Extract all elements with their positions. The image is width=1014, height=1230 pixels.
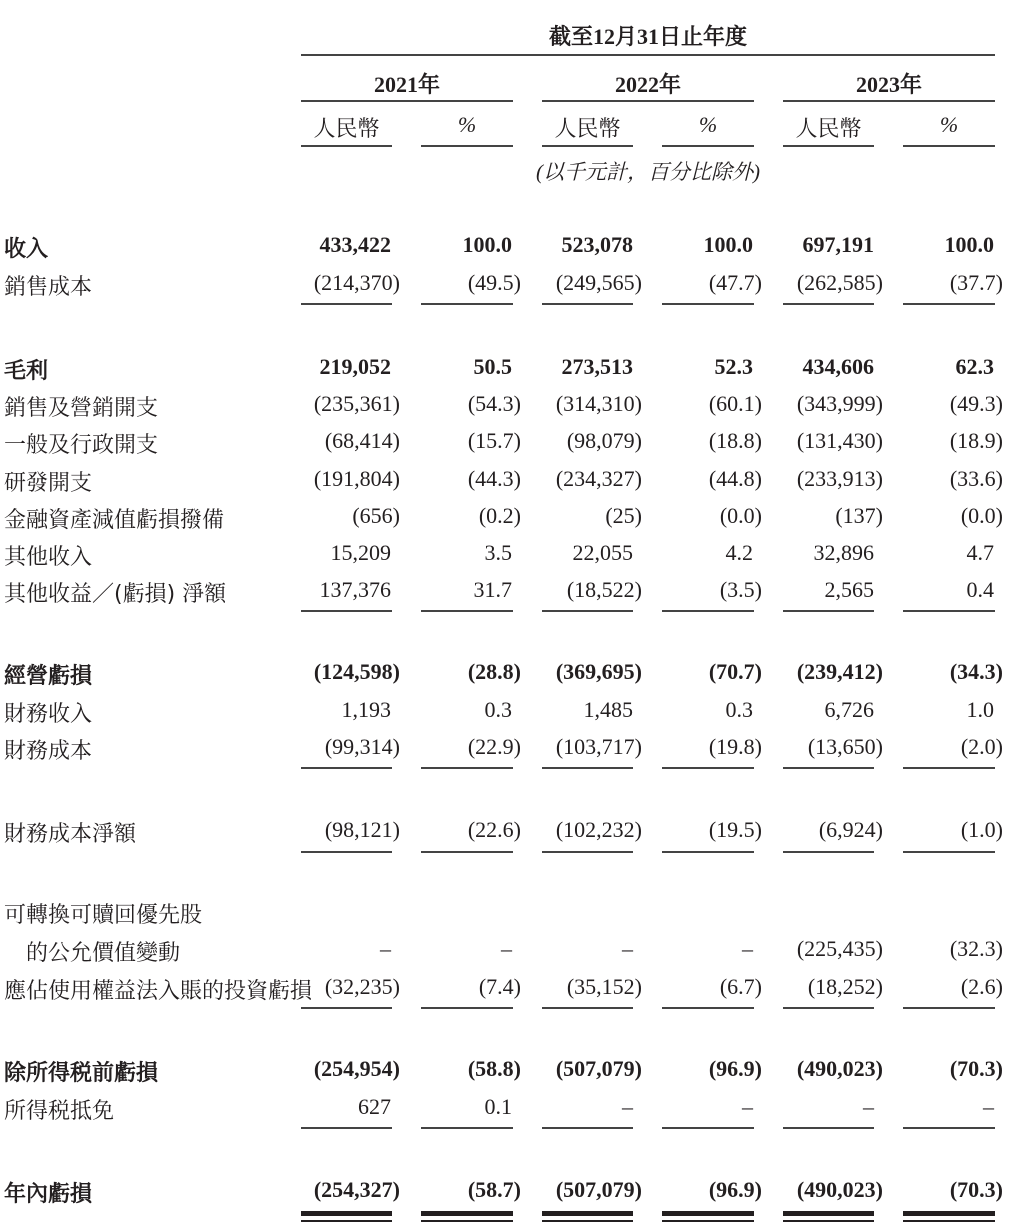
value-2023-pct: (32.3): [949, 936, 1003, 961]
subtotal-rule: [662, 767, 754, 769]
subtotal-rule: [783, 851, 874, 853]
table-row-general-admin: [0, 428, 1014, 462]
value-2021-pct: (58.8): [467, 1056, 521, 1081]
value-2021-pct: (0.2): [478, 503, 521, 528]
value-2023-pct: (34.3): [949, 659, 1003, 684]
value-2021-rmb: 137,376: [319, 577, 391, 602]
total-double-rule: [783, 1220, 874, 1222]
subtotal-rule: [662, 1127, 754, 1129]
year-2021: 2021年: [373, 72, 440, 97]
subtotal-rule: [421, 1127, 513, 1129]
subtotal-rule: [421, 767, 513, 769]
value-2021-pct: (22.6): [467, 817, 521, 842]
period-title: 截至12月31日止年度: [548, 24, 747, 49]
row-label: 財務收入: [4, 702, 93, 727]
value-2021-rmb: 433,422: [319, 232, 391, 257]
value-2022-pct: 0.3: [725, 697, 753, 722]
subtotal-rule: [542, 851, 633, 853]
table-row-loss-before-tax: [0, 1056, 1014, 1090]
value-2022-rmb: (314,310): [555, 391, 642, 416]
table-row-income-tax-credit: [0, 1094, 1014, 1128]
subtotal-rule: [903, 610, 995, 612]
row-label: 應佔使用權益法入賬的投資虧損: [4, 979, 313, 1004]
table-row-selling-marketing: [0, 391, 1014, 425]
subtotal-rule: [903, 1007, 995, 1009]
subtotal-rule: [301, 1127, 392, 1129]
value-2023-rmb: (343,999): [796, 391, 883, 416]
total-double-rule: [783, 1211, 874, 1216]
value-2022-rmb: (18,522): [566, 577, 642, 602]
value-2021-pct: 0.1: [484, 1094, 512, 1119]
total-double-rule: [903, 1220, 995, 1222]
value-2021-pct: 3.5: [484, 540, 512, 565]
subtotal-rule: [301, 303, 392, 305]
subtotal-rule: [662, 1007, 754, 1009]
subtotal-rule: [783, 1127, 874, 1129]
value-2023-rmb: (18,252): [807, 974, 883, 999]
year-2023: 2023年: [855, 72, 922, 97]
table-row-other-income: [0, 540, 1014, 574]
value-2023-rmb: 6,726: [824, 697, 874, 722]
value-2022-pct: 52.3: [714, 354, 753, 379]
value-2021-pct: (54.3): [467, 391, 521, 416]
value-2022-pct: (3.5): [719, 577, 762, 602]
row-label: 的公允價值變動: [26, 941, 181, 966]
value-2023-rmb: 32,896: [813, 540, 874, 565]
value-2021-pct: (15.7): [467, 428, 521, 453]
total-double-rule: [542, 1211, 633, 1216]
value-2021-pct: (7.4): [478, 974, 521, 999]
total-double-rule: [542, 1220, 633, 1222]
value-2023-pct: (70.3): [949, 1177, 1003, 1202]
value-2022-rmb: (507,079): [555, 1177, 642, 1202]
column-label-rmb: 人民幣: [313, 116, 380, 141]
value-2022-pct: (96.9): [708, 1177, 762, 1202]
subtotal-rule: [903, 767, 995, 769]
value-2021-pct: (28.8): [467, 659, 521, 684]
value-2022-pct: 100.0: [703, 232, 753, 257]
value-2023-pct: 100.0: [944, 232, 994, 257]
value-2021-rmb: (68,414): [324, 428, 400, 453]
subtotal-rule: [301, 767, 392, 769]
value-2021-rmb: (32,235): [324, 974, 400, 999]
value-2022-rmb: (25): [605, 503, 642, 528]
value-2021-rmb: (235,361): [313, 391, 400, 416]
table-row-preferred-shares-header: [0, 898, 1014, 932]
value-2023-pct: (33.6): [949, 466, 1003, 491]
row-label: 年內虧損: [4, 1182, 93, 1207]
value-2022-pct: (96.9): [708, 1056, 762, 1081]
value-2022-pct: –: [742, 1094, 753, 1119]
value-2022-rmb: (507,079): [555, 1056, 642, 1081]
subtotal-rule: [662, 303, 754, 305]
value-2021-rmb: 627: [358, 1094, 391, 1119]
value-2023-pct: (1.0): [960, 817, 1003, 842]
row-label: 銷售成本: [4, 275, 93, 300]
value-2023-rmb: –: [863, 1094, 874, 1119]
subtotal-rule: [421, 1007, 513, 1009]
subtotal-rule: [542, 610, 633, 612]
value-2023-rmb: 697,191: [802, 232, 874, 257]
table-row-impairment: [0, 503, 1014, 537]
subtotal-rule: [301, 851, 392, 853]
value-2023-rmb: (490,023): [796, 1056, 883, 1081]
row-label: 一般及行政開支: [4, 433, 159, 458]
value-2021-rmb: (656): [352, 503, 400, 528]
row-label: 財務成本: [4, 739, 93, 764]
value-2023-pct: (18.9): [949, 428, 1003, 453]
table-row-gross-profit: [0, 354, 1014, 388]
value-2022-rmb: –: [622, 1094, 633, 1119]
value-2022-rmb: (102,232): [555, 817, 642, 842]
value-2021-pct: (44.3): [467, 466, 521, 491]
value-2021-pct: (49.5): [467, 270, 521, 295]
value-2022-pct: 4.2: [725, 540, 753, 565]
value-2022-pct: (19.5): [708, 817, 762, 842]
value-2023-pct: 4.7: [966, 540, 994, 565]
value-2023-pct: (0.0): [960, 503, 1003, 528]
value-2023-rmb: 434,606: [802, 354, 874, 379]
total-double-rule: [662, 1220, 754, 1222]
subtotal-rule: [662, 851, 754, 853]
subtotal-rule: [301, 610, 392, 612]
table-row-net-finance-costs: [0, 817, 1014, 851]
total-double-rule: [301, 1220, 392, 1222]
subtotal-rule: [903, 1127, 995, 1129]
total-double-rule: [301, 1211, 392, 1216]
column-divider: [542, 145, 633, 147]
value-2021-pct: 31.7: [473, 577, 512, 602]
subtotal-rule: [421, 303, 513, 305]
value-2021-rmb: 15,209: [330, 540, 391, 565]
subtotal-rule: [783, 303, 874, 305]
value-2021-rmb: (98,121): [324, 817, 400, 842]
value-2022-pct: (18.8): [708, 428, 762, 453]
subtotal-rule: [421, 610, 513, 612]
value-2021-rmb: (99,314): [324, 734, 400, 759]
value-2022-pct: (0.0): [719, 503, 762, 528]
table-row-operating-loss: [0, 659, 1014, 693]
value-2023-rmb: (137): [835, 503, 883, 528]
column-divider: [783, 145, 874, 147]
value-2023-pct: (49.3): [949, 391, 1003, 416]
value-2023-pct: 0.4: [966, 577, 994, 602]
value-2021-rmb: (254,327): [313, 1177, 400, 1202]
table-row-loss-for-year: [0, 1177, 1014, 1211]
subtotal-rule: [903, 303, 995, 305]
table-row-cost-of-sales: [0, 270, 1014, 304]
value-2022-pct: (70.7): [708, 659, 762, 684]
value-2022-rmb: 273,513: [561, 354, 633, 379]
column-label-percent: %: [457, 112, 477, 137]
value-2021-rmb: 1,193: [341, 697, 391, 722]
total-double-rule: [662, 1211, 754, 1216]
subtotal-rule: [542, 303, 633, 305]
table-row-revenue: [0, 232, 1014, 266]
value-2021-rmb: 219,052: [319, 354, 391, 379]
column-divider: [662, 145, 754, 147]
row-label: 金融資產減值虧損撥備: [4, 508, 225, 533]
column-label-rmb: 人民幣: [554, 116, 621, 141]
value-2021-rmb: –: [380, 936, 391, 961]
value-2022-pct: (6.7): [719, 974, 762, 999]
value-2023-rmb: (13,650): [807, 734, 883, 759]
value-2021-pct: –: [501, 936, 512, 961]
value-2023-rmb: 2,565: [824, 577, 874, 602]
subtotal-rule: [421, 851, 513, 853]
column-label-percent: %: [939, 112, 959, 137]
period-divider: [301, 54, 995, 56]
value-2022-pct: (60.1): [708, 391, 762, 416]
row-label: 其他收入: [4, 545, 93, 570]
value-2021-pct: 50.5: [473, 354, 512, 379]
value-2023-pct: 62.3: [955, 354, 994, 379]
column-divider: [903, 145, 995, 147]
row-label: 可轉換可贖回優先股: [4, 903, 203, 928]
subtotal-rule: [542, 1127, 633, 1129]
table-row-finance-costs: [0, 734, 1014, 768]
value-2023-pct: (37.7): [949, 270, 1003, 295]
subtotal-rule: [542, 767, 633, 769]
value-2021-pct: 0.3: [484, 697, 512, 722]
row-label: 收入: [4, 237, 49, 262]
value-2021-rmb: (254,954): [313, 1056, 400, 1081]
value-2022-rmb: (35,152): [566, 974, 642, 999]
value-2022-rmb: (98,079): [566, 428, 642, 453]
value-2022-rmb: 22,055: [572, 540, 633, 565]
total-double-rule: [903, 1211, 995, 1216]
table-row-equity-investment-loss: [0, 974, 1014, 1008]
year-2022: 2022年: [614, 72, 681, 97]
table-row-other-gains-losses: [0, 577, 1014, 611]
subtotal-rule: [662, 610, 754, 612]
value-2021-rmb: (214,370): [313, 270, 400, 295]
value-2023-rmb: (131,430): [796, 428, 883, 453]
row-label: 研發開支: [4, 471, 93, 496]
table-row-preferred-shares-fv-change: [0, 936, 1014, 970]
value-2022-rmb: (234,327): [555, 466, 642, 491]
subtotal-rule: [783, 1007, 874, 1009]
column-divider: [301, 145, 392, 147]
value-2021-pct: (22.9): [467, 734, 521, 759]
value-2023-rmb: (239,412): [796, 659, 883, 684]
subtotal-rule: [301, 1007, 392, 1009]
subtotal-rule: [783, 610, 874, 612]
row-label: 其他收益／(虧損) 淨額: [4, 582, 227, 607]
value-2023-rmb: (490,023): [796, 1177, 883, 1202]
value-2022-rmb: 1,485: [583, 697, 633, 722]
value-2021-pct: 100.0: [462, 232, 512, 257]
value-2023-rmb: (233,913): [796, 466, 883, 491]
value-2023-rmb: (6,924): [818, 817, 883, 842]
column-divider: [421, 145, 513, 147]
row-label: 毛利: [4, 359, 49, 384]
value-2022-rmb: –: [622, 936, 633, 961]
value-2022-pct: (19.8): [708, 734, 762, 759]
value-2021-rmb: (191,804): [313, 466, 400, 491]
value-2023-pct: (2.0): [960, 734, 1003, 759]
value-2022-rmb: (369,695): [555, 659, 642, 684]
value-2022-pct: (44.8): [708, 466, 762, 491]
value-2023-pct: (2.6): [960, 974, 1003, 999]
value-2023-pct: 1.0: [966, 697, 994, 722]
value-2022-rmb: (103,717): [555, 734, 642, 759]
unit-note: (以千元計，百分比除外): [536, 160, 760, 184]
value-2023-rmb: (225,435): [796, 936, 883, 961]
row-label: 經營虧損: [4, 664, 93, 689]
row-label: 銷售及營銷開支: [4, 396, 159, 421]
total-double-rule: [421, 1211, 513, 1216]
subtotal-rule: [542, 1007, 633, 1009]
table-row-finance-income: [0, 697, 1014, 731]
year-divider: [542, 100, 754, 102]
subtotal-rule: [903, 851, 995, 853]
subtotal-rule: [783, 767, 874, 769]
year-divider: [783, 100, 995, 102]
total-double-rule: [421, 1220, 513, 1222]
row-label: 除所得税前虧損: [4, 1061, 159, 1086]
value-2022-rmb: (249,565): [555, 270, 642, 295]
value-2021-pct: (58.7): [467, 1177, 521, 1202]
row-label: 財務成本淨額: [4, 822, 137, 847]
value-2023-pct: (70.3): [949, 1056, 1003, 1081]
value-2022-pct: (47.7): [708, 270, 762, 295]
value-2023-rmb: (262,585): [796, 270, 883, 295]
column-label-rmb: 人民幣: [795, 116, 862, 141]
year-divider: [301, 100, 513, 102]
value-2021-rmb: (124,598): [313, 659, 400, 684]
value-2022-rmb: 523,078: [561, 232, 633, 257]
value-2023-pct: –: [983, 1094, 994, 1119]
column-label-percent: %: [698, 112, 718, 137]
row-label: 所得税抵免: [4, 1099, 115, 1124]
table-row-rnd: [0, 466, 1014, 500]
value-2022-pct: –: [742, 936, 753, 961]
